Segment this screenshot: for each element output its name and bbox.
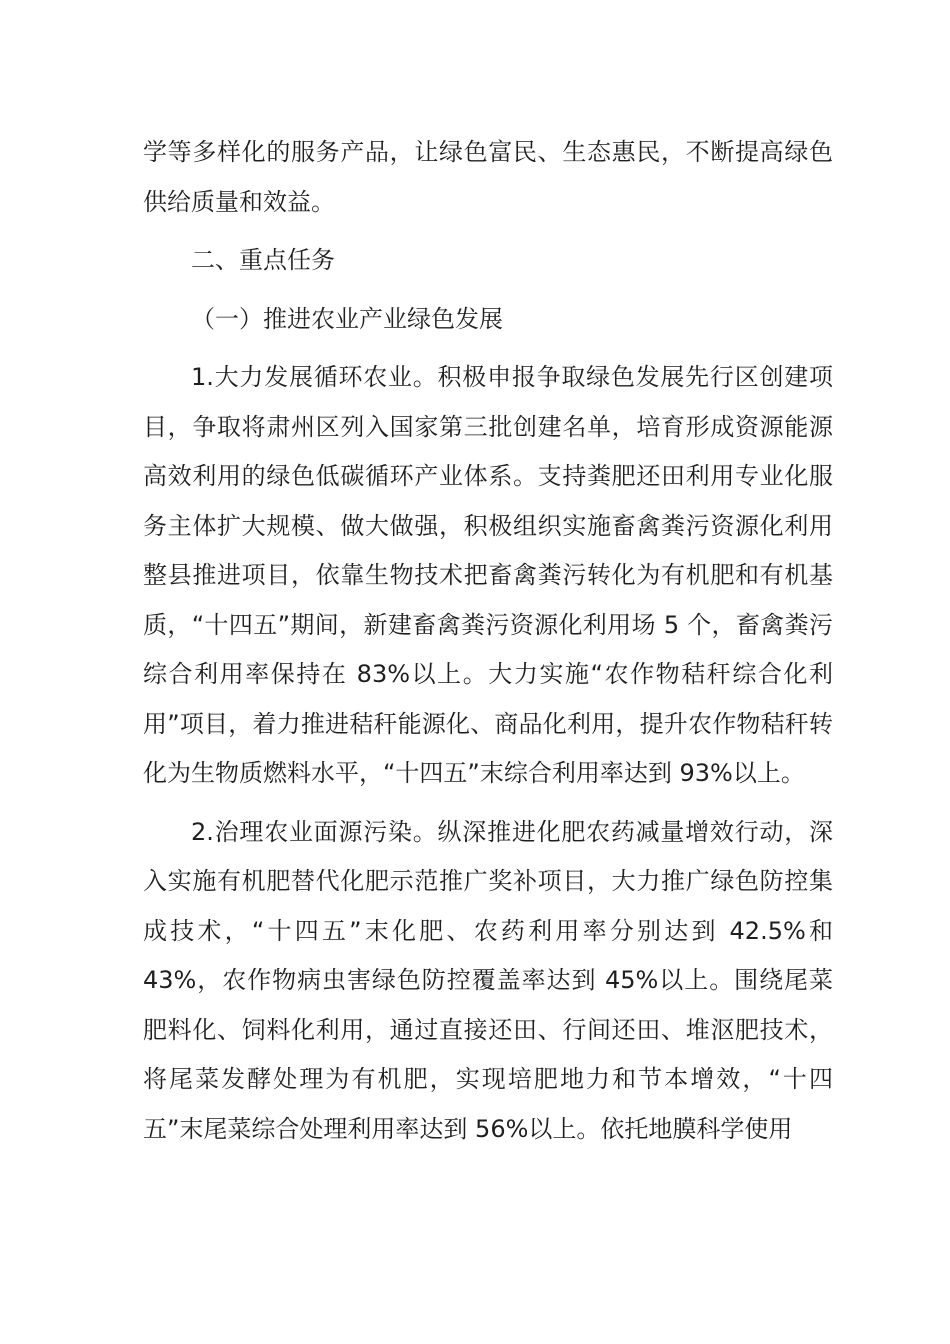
section-heading: 二、重点任务 — [191, 246, 335, 274]
subsection-heading: （一）推进农业产业绿色发展 — [191, 304, 503, 333]
paragraph-item-2: 2.治理农业面源污染。纵深推进化肥农药减量增效行动，深入实施有机肥替代化肥示范推广奖补项目，大力推广绿色防控集成技术，“十四五”末化肥、农药利用率分别达到 42.5%和 43%，农作物病虫害绿色防控覆盖率达到 45%以上。围绕尾菜肥料化、饲料化利用，通过直接还田、行间还田、堆沤肥技术，将尾菜发酵处理为有机肥，实现培肥地力和节本增效，“十四五”末尾菜综合处理利用率达到 56%以上。依托地膜科学使用 — [143, 817, 833, 1143]
paragraph-intro-tail: 学等多样化的服务产品，让绿色富民、生态惠民，不断提高绿色供给质量和效益。 — [143, 138, 833, 216]
document-body — [143, 128, 833, 1154]
paragraph-item-1: 1.大力发展循环农业。积极申报争取绿色发展先行区创建项目，争取将肃州区列入国家第三批创建名单，培育形成资源能源高效利用的绿色低碳循环产业体系。支持粪肥还田利用专业化服务主体扩大规模、做大做强，积极组织实施畜禽粪污资源化利用整县推进项目，依靠生物技术把畜禽粪污转化为有机肥和有机基质，“十四五”期间，新建畜禽粪污资源化利用场 5 个，畜禽粪污综合利用率保持在 83%以上。大力实施“农作物秸秆综合化利用”项目，着力推进秸秆能源化、商品化利用，提升农作物秸秆转化为生物质燃料水平，“十四五”末综合利用率达到 93%以上。 — [143, 363, 833, 787]
